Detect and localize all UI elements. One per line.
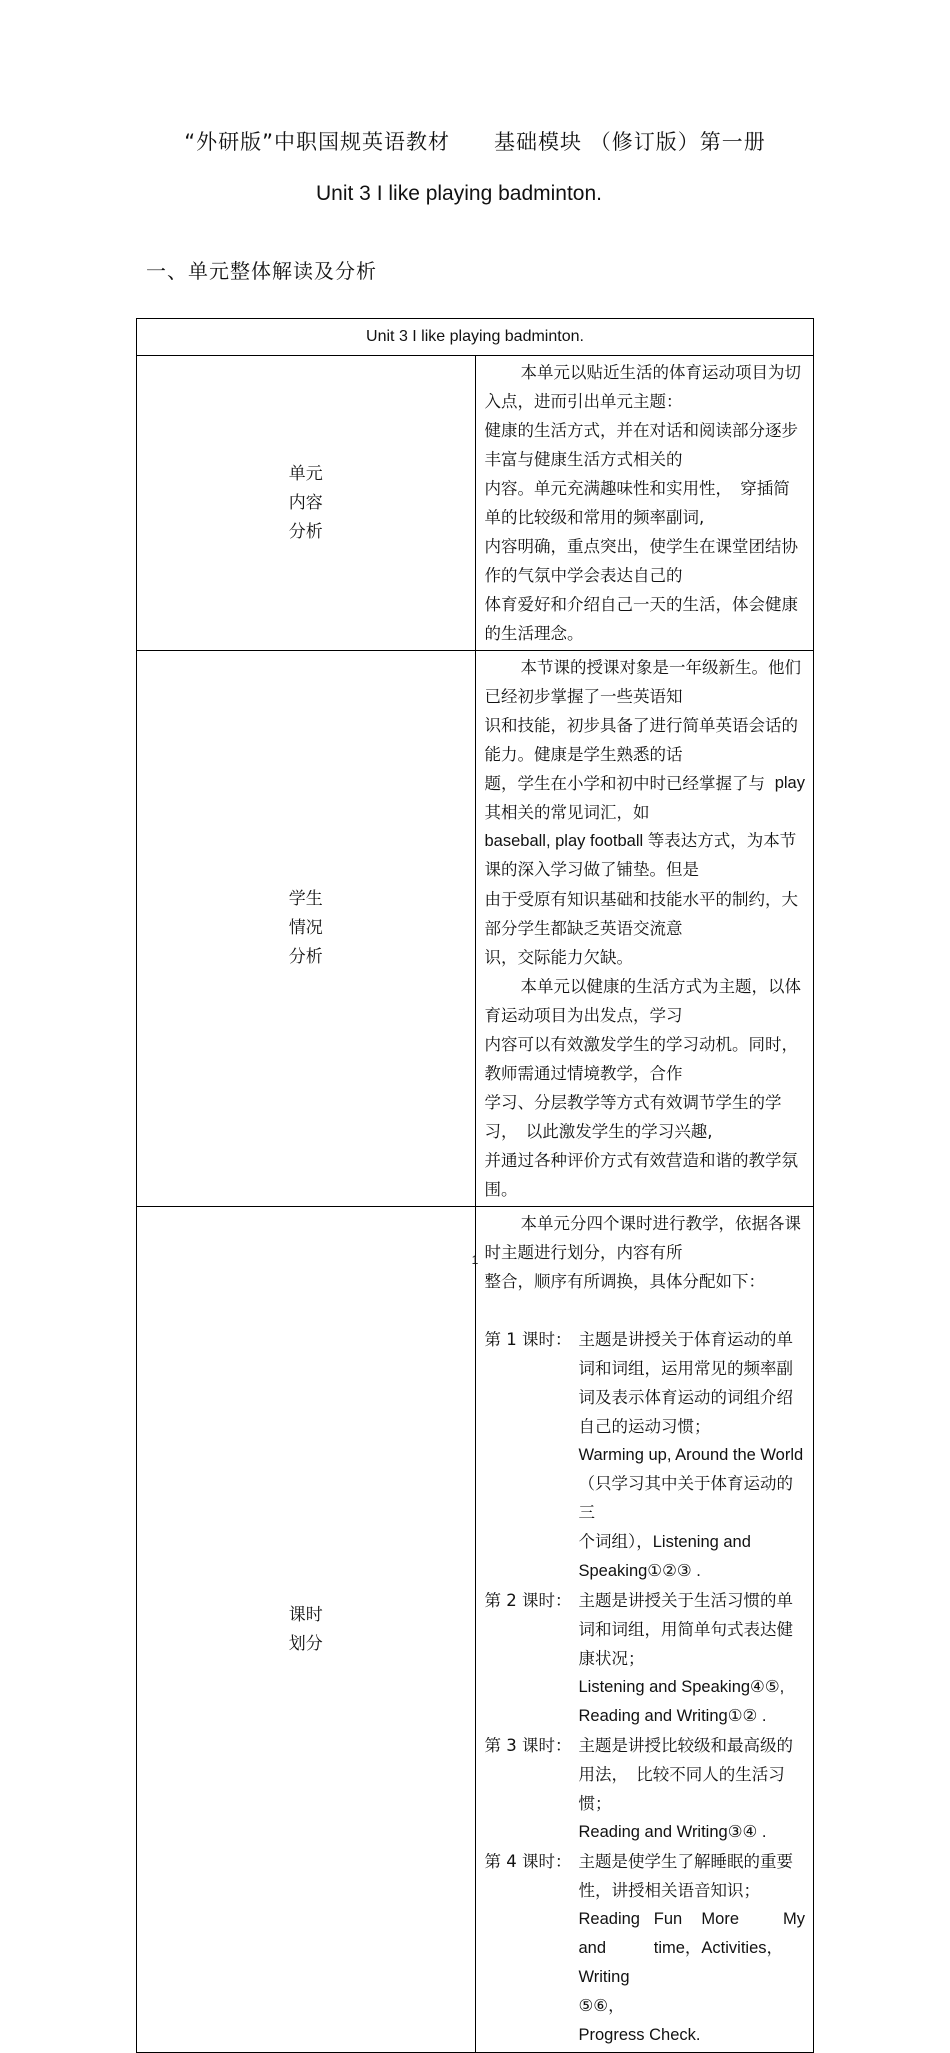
text-segment: 题，学生在小学和初中时已经掌握了与其相关的常见词汇，如 bbox=[484, 774, 765, 822]
table-row-student-analysis bbox=[137, 651, 814, 1207]
lesson-4 bbox=[485, 1847, 806, 2050]
text-line bbox=[485, 769, 806, 827]
lesson-division-text bbox=[475, 1207, 814, 2053]
content-part: Fun time， bbox=[653, 1910, 702, 1957]
row-label-student-analysis: 学生情况分析 bbox=[288, 889, 323, 967]
content-part: My bbox=[783, 1910, 805, 1928]
table-header: Unit 3 I like playing badminton. bbox=[137, 319, 814, 356]
document-title bbox=[0, 126, 950, 156]
text-line: 识和技能，初步具备了进行简单英语会话的能力。健康是学生熟悉的话 bbox=[484, 716, 798, 764]
lesson-topic: 主题是讲授关于生活习惯的单词和词组，用简单句式表达健 bbox=[578, 1591, 793, 1639]
lesson-name: 第 2 课时： bbox=[484, 1591, 572, 1610]
content-part: Reading and Writing ⑤⑥， bbox=[578, 1910, 640, 2015]
lesson-content-cont: 个词组），Listening and Speaking①②③ . bbox=[578, 1533, 751, 1580]
text-line: 内容可以有效激发学生的学习动机。同时，教师需通过情境教学，合作 bbox=[484, 1035, 798, 1083]
lesson-1 bbox=[485, 1325, 806, 1586]
unit-content-text bbox=[475, 356, 814, 651]
lesson-content-cont: Progress Check. bbox=[578, 2026, 701, 2044]
text-line: 本节课的授课对象是一年级新生。他们已经初步掌握了一些英语知 bbox=[484, 658, 801, 706]
lesson-content: Reading and Writing③④ . bbox=[578, 1823, 767, 1841]
lesson-topic-cont: 康状况； bbox=[578, 1649, 645, 1668]
student-analysis-text bbox=[475, 651, 814, 1207]
section-heading: 一、单元整体解读及分析 bbox=[146, 259, 377, 283]
text-line: baseball, play football 等表达方式，为本节课的深入学习做了铺垫。但是 bbox=[484, 832, 797, 879]
row-label-unit-content: 单元内容分析 bbox=[288, 463, 323, 542]
lesson-content: Listening and Speaking④⑤, Reading and Writing①② . bbox=[578, 1678, 785, 1725]
row-label-lesson-division: 课时划分 bbox=[288, 1604, 323, 1654]
text-segment: play bbox=[774, 774, 805, 792]
unit-analysis-table bbox=[136, 318, 814, 2053]
content-part: More Activities， bbox=[701, 1910, 784, 1957]
text-line: 健康的生活方式，并在对话和阅读部分逐步丰富与健康生活方式相关的 bbox=[484, 421, 798, 469]
text-line: 本单元以健康的生活方式为主题，以体育运动项目为出发点，学习 bbox=[484, 977, 801, 1025]
text-line: 内容明确，重点突出，使学生在课堂团结协作的气氛中学会表达自己的 bbox=[484, 537, 798, 585]
text-line: 本单元分四个课时进行教学，依据各课时主题进行划分，内容有所 bbox=[484, 1214, 801, 1262]
lesson-name: 第 3 课时： bbox=[484, 1736, 572, 1755]
lesson-name: 第 4 课时： bbox=[484, 1852, 572, 1871]
lesson-content bbox=[485, 1905, 806, 2021]
table-row-lesson-division bbox=[137, 1207, 814, 2053]
lesson-topic: 主题是讲授关于体育运动的单词和词组，运用常见的频率副 bbox=[578, 1330, 793, 1378]
unit-title: Unit 3 I like playing badminton. bbox=[316, 182, 602, 205]
page-number: 1 bbox=[471, 1253, 479, 1267]
text-line: 并通过各种评价方式有效营造和谐的教学氛围。 bbox=[484, 1151, 798, 1199]
text-line: 学习、分层教学等方式有效调节学生的学习， 以此激发学生的学习兴趣, bbox=[484, 1093, 782, 1141]
text-line: 体育爱好和介绍自己一天的生活，体会健康的生活理念。 bbox=[484, 595, 798, 643]
lesson-topic: 主题是使学生了解睡眠的重要性，讲授相关语音知识； bbox=[578, 1852, 793, 1900]
table-row-unit-content bbox=[137, 356, 814, 651]
lesson-2 bbox=[485, 1586, 806, 1731]
text-line: 内容。单元充满趣味性和实用性， 穿插简单的比较级和常用的频率副词, bbox=[484, 479, 790, 527]
title-module: 基础模块 （修订版）第一册 bbox=[494, 130, 766, 154]
text-line: 整合，顺序有所调换，具体分配如下： bbox=[484, 1272, 765, 1291]
lesson-content: Warming up, Around the World（只学习其中关于体育运动的三 bbox=[578, 1446, 804, 1522]
lesson-3 bbox=[485, 1731, 806, 1847]
text-line: 本单元以贴近生活的体育运动项目为切入点，进而引出单元主题： bbox=[484, 363, 801, 411]
lesson-name: 第 1 课时： bbox=[484, 1330, 572, 1349]
lesson-topic-cont: 词及表示体育运动的词组介绍自己的运动习惯； bbox=[578, 1388, 793, 1436]
text-line: 识，交际能力欠缺。 bbox=[484, 948, 633, 967]
text-line: 由于受原有知识基础和技能水平的制约，大部分学生都缺乏英语交流意 bbox=[484, 890, 798, 938]
title-textbook: “外研版”中职国规英语教材 bbox=[184, 130, 451, 154]
lesson-topic: 主题是讲授比较级和最高级的用法， 比较不同人的生活习惯； bbox=[578, 1736, 793, 1813]
